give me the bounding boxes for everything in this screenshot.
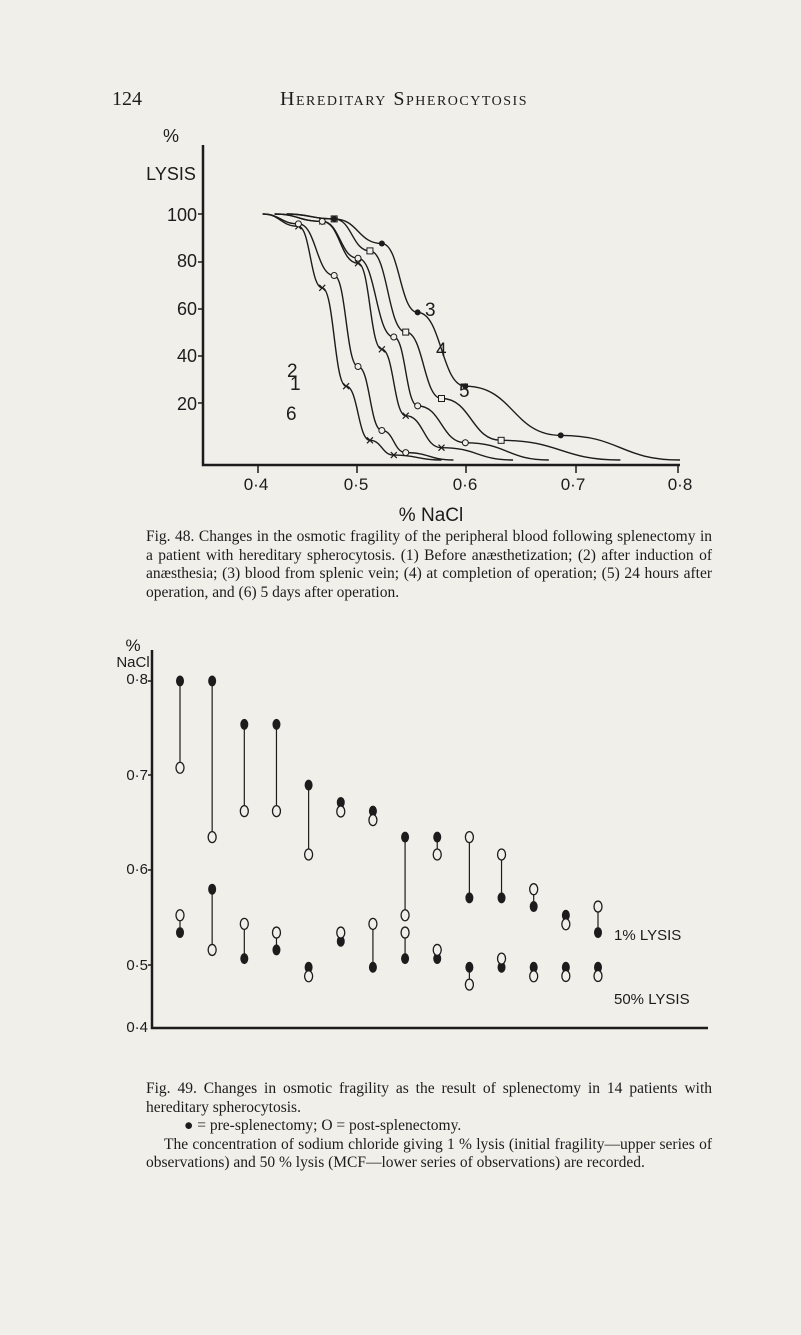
fig48-x-tick: 0·6 <box>452 475 478 494</box>
fig49-pre-point-50pct <box>176 927 184 938</box>
fig48-y-tick: 60 <box>176 299 197 319</box>
fig49-post-point-50pct <box>498 953 506 964</box>
fig48-x-tick: 0·8 <box>667 475 693 494</box>
figure-48-chart <box>100 100 700 525</box>
fig49-post-point-1pct <box>562 919 570 930</box>
fig49-pre-point-1pct <box>594 927 602 938</box>
fig48-y-label-percent: % <box>162 126 180 146</box>
fig48-point-2 <box>331 273 337 279</box>
fig48-x-tick: 0·7 <box>560 475 586 494</box>
fig49-post-point-1pct <box>498 849 506 860</box>
fig48-curve-4 <box>275 214 549 460</box>
fig49-y-tick: 0·6 <box>126 861 148 878</box>
fig49-post-point-1pct <box>272 806 280 817</box>
fig48-point-6 <box>331 216 337 222</box>
fig49-post-point-50pct <box>305 971 313 982</box>
fig48-axes <box>198 145 680 473</box>
fig49-y-tick: 0·4 <box>126 1019 148 1036</box>
fig48-curve-5 <box>286 214 620 460</box>
fig49-post-point-50pct <box>208 944 216 955</box>
fig48-point-5 <box>498 437 504 443</box>
fig48-x-label: % NaCl <box>398 505 464 525</box>
fig48-y-tick: 40 <box>176 346 197 366</box>
fig49-post-point-50pct <box>369 918 377 929</box>
fig49-axes <box>148 650 708 1028</box>
curve-label-2: 2 <box>287 361 298 382</box>
fig49-post-point-1pct <box>305 849 313 860</box>
fig48-point-5 <box>439 396 445 402</box>
fig48-point-6 <box>558 432 564 438</box>
fig48-y-tick: 20 <box>176 394 197 414</box>
fig49-post-point-50pct <box>272 927 280 938</box>
fig49-observations <box>176 676 602 991</box>
fig49-y-tick: 0·5 <box>126 957 148 974</box>
fig48-point-4 <box>319 218 325 224</box>
page-number: 124 <box>112 88 142 110</box>
fig48-point-4 <box>355 255 361 261</box>
fig49-post-point-50pct <box>240 918 248 929</box>
fig49-y-tick: 0·7 <box>126 767 148 784</box>
curve-label-1: 1 <box>290 374 301 395</box>
fig49-pre-point-1pct <box>401 832 409 843</box>
fig48-caption-lead: Fig. 48. <box>146 528 195 545</box>
fig49-pre-point-1pct <box>433 832 441 843</box>
legend-1pct-lysis: 1% LYSIS <box>614 927 682 944</box>
fig49-pre-point-1pct <box>530 901 538 912</box>
fig49-pre-point-1pct <box>498 892 506 903</box>
fig48-point-2 <box>355 364 361 370</box>
fig49-pre-point-50pct <box>369 962 377 973</box>
fig48-point-2 <box>295 221 301 227</box>
fig49-caption-line3: The concentration of sodium chloride giving 1 % lysis (initial fragility—upper series of observations) and 50 % lysis (MCF—lower series of observations) are recorded. <box>146 1135 712 1171</box>
fig48-y-tick: 100 <box>166 205 197 225</box>
fig48-y-ticks <box>167 205 197 414</box>
fig49-post-point-1pct <box>240 806 248 817</box>
fig48-x-tick: 0·4 <box>243 475 269 494</box>
fig49-pre-point-50pct <box>401 953 409 964</box>
fig48-x-ticks <box>244 475 693 494</box>
curve-label-5: 5 <box>459 381 470 402</box>
fig48-point-4 <box>391 334 397 340</box>
fig48-point-6 <box>415 309 421 315</box>
fig49-y-label-nacl: NaCl <box>116 654 150 671</box>
fig49-caption-line1: Changes in osmotic fragility as the result of splenectomy in 14 patients with hereditary spherocytosis. <box>146 1080 712 1116</box>
fig48-y-tick: 80 <box>176 251 197 271</box>
fig49-pre-point-1pct <box>240 719 248 730</box>
fig49-post-point-1pct <box>433 849 441 860</box>
fig48-point-5 <box>403 329 409 335</box>
figure-49-chart <box>100 600 720 1050</box>
fig49-post-point-50pct <box>465 979 473 990</box>
filled-dot-icon: ● <box>184 1117 194 1134</box>
curve-label-6: 6 <box>286 404 297 425</box>
fig49-pre-point-50pct <box>272 944 280 955</box>
fig48-x-tick: 0·5 <box>343 475 369 494</box>
fig49-post-point-1pct <box>208 832 216 843</box>
fig48-caption <box>146 528 712 602</box>
fig49-post-point-50pct <box>594 970 602 981</box>
fig49-pre-point-1pct <box>272 719 280 730</box>
fig48-point-2 <box>403 450 409 456</box>
fig49-caption <box>146 1080 712 1173</box>
fig48-caption-text: Changes in the osmotic fragility of the peripheral blood following splenectomy in a patient with hereditary spherocytosis. (1) Before anæsthetization; (2) after induction of anæsthesia; (3) blood from splenic vein; (4) at completion of operation; (5) 24 hours after operation, and (6) 5 days after operation. <box>146 528 713 601</box>
fig48-point-4 <box>462 440 468 446</box>
legend-50pct-lysis: 50% LYSIS <box>614 991 690 1008</box>
fig49-pre-point-50pct <box>465 962 473 973</box>
fig49-pre-point-50pct <box>240 953 248 964</box>
fig49-pre-point-1pct <box>305 780 313 791</box>
fig48-point-5 <box>367 248 373 254</box>
fig49-y-tick: 0·8 <box>126 671 148 688</box>
fig48-point-6 <box>379 241 385 247</box>
fig49-caption-key: = pre-splenectomy; O = post-splenectomy. <box>197 1117 462 1134</box>
running-head: Hereditary Spherocytosis <box>280 88 528 110</box>
curve-label-3: 3 <box>425 300 436 321</box>
fig48-curve-labels <box>286 300 470 425</box>
fig49-pre-point-1pct <box>176 676 184 687</box>
fig49-caption-lead: Fig. 49. <box>146 1080 197 1097</box>
fig49-pre-point-1pct <box>208 676 216 687</box>
fig49-post-point-1pct <box>530 884 538 895</box>
fig49-post-point-1pct <box>465 832 473 843</box>
fig49-post-point-50pct <box>176 910 184 921</box>
curve-label-4: 4 <box>436 340 447 361</box>
fig49-post-point-50pct <box>530 971 538 982</box>
fig48-point-2 <box>379 427 385 433</box>
fig49-post-point-50pct <box>401 927 409 938</box>
fig49-post-point-1pct <box>176 762 184 773</box>
fig49-post-point-1pct <box>369 815 377 826</box>
fig49-post-point-1pct <box>594 901 602 912</box>
fig49-pre-point-1pct <box>465 892 473 903</box>
fig48-curves <box>263 214 680 460</box>
fig49-post-point-1pct <box>337 806 345 817</box>
fig49-post-point-50pct <box>337 927 345 938</box>
fig49-post-point-50pct <box>433 944 441 955</box>
fig48-point-4 <box>415 403 421 409</box>
fig49-post-point-1pct <box>401 910 409 921</box>
fig49-post-point-50pct <box>562 970 570 981</box>
fig48-y-label-lysis: LYSIS <box>146 164 196 184</box>
fig49-pre-point-50pct <box>208 884 216 895</box>
fig49-y-label-percent: % <box>125 636 141 655</box>
fig49-y-ticks <box>126 671 148 1036</box>
